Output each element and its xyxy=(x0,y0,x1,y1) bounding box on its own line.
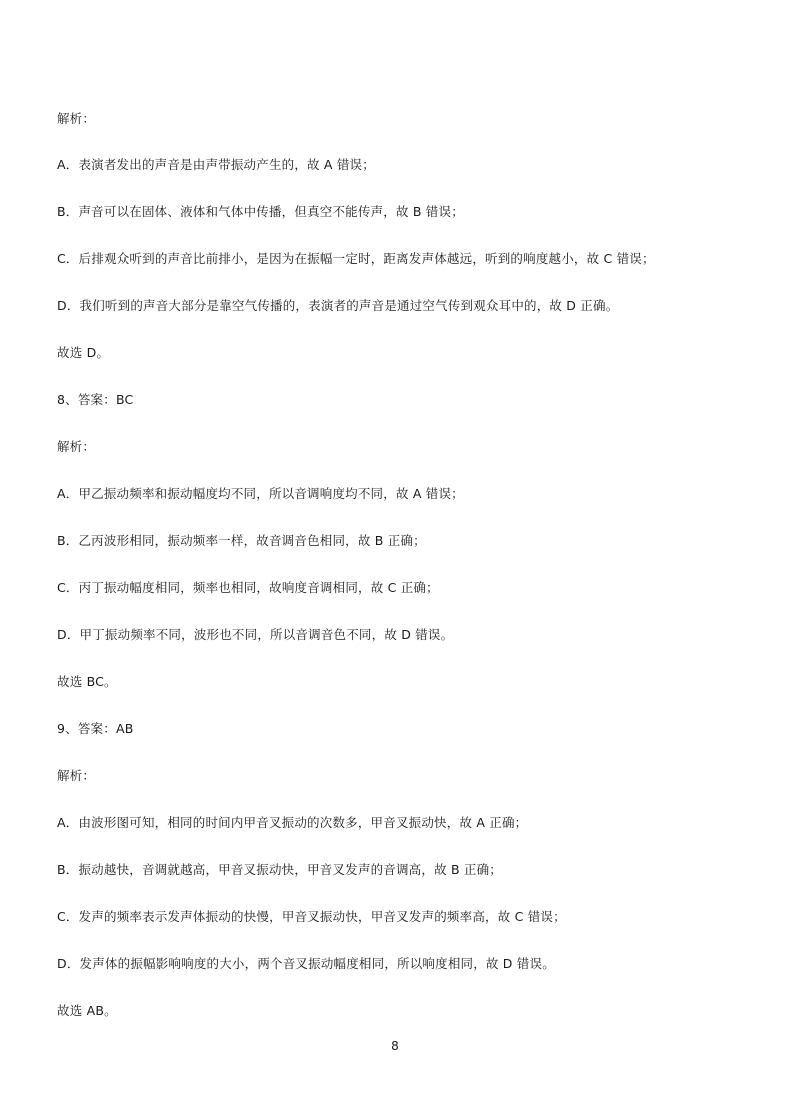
analysis-line: D．甲丁振动频率不同，波形也不同，所以音调音色不同，故 D 错误。 xyxy=(57,627,454,642)
analysis-line: B．乙丙波形相同，振动频率一样，故音调音色相同，故 B 正确； xyxy=(57,533,426,548)
conclusion-line: 故选 D。 xyxy=(57,345,110,360)
analysis-line: A．表演者发出的声音是由声带振动产生的，故 A 错误； xyxy=(57,157,375,172)
answer-line: 8、答案：BC xyxy=(57,392,134,407)
conclusion-line: 故选 AB。 xyxy=(57,1003,117,1018)
analysis-line: B．声音可以在固体、液体和气体中传播，但真空不能传声，故 B 错误； xyxy=(57,204,464,219)
analysis-line: D．我们听到的声音大部分是靠空气传播的，表演者的声音是通过空气传到观众耳中的，故 D 正确。 xyxy=(57,298,619,313)
analysis-heading: 解析： xyxy=(57,439,96,454)
analysis-line: A．甲乙振动频率和振动幅度均不同，所以音调响度均不同，故 A 错误； xyxy=(57,486,464,501)
analysis-heading: 解析： xyxy=(57,111,96,126)
analysis-line: D．发声体的振幅影响响度的大小，两个音叉振动幅度相同，所以响度相同，故 D 错误。 xyxy=(57,956,555,971)
analysis-heading: 解析： xyxy=(57,768,96,783)
analysis-line: C．丙丁振动幅度相同，频率也相同，故响度音调相同，故 C 正确； xyxy=(57,580,439,595)
page-number: 8 xyxy=(391,1039,399,1053)
analysis-line: A．由波形图可知，相同的时间内甲音叉振动的次数多，甲音叉振动快，故 A 正确； xyxy=(57,815,528,830)
analysis-line: C．发声的频率表示发声体振动的快慢，甲音叉振动快，甲音叉发声的频率高，故 C 错误； xyxy=(57,909,566,924)
conclusion-line: 故选 BC。 xyxy=(57,674,117,689)
analysis-line: B．振动越快，音调就越高，甲音叉振动快，甲音叉发声的音调高，故 B 正确； xyxy=(57,862,502,877)
answer-line: 9、答案：AB xyxy=(57,721,134,736)
analysis-line: C．后排观众听到的声音比前排小，是因为在振幅一定时，距离发声体越远，听到的响度越小，故 C 错误； xyxy=(57,251,655,266)
